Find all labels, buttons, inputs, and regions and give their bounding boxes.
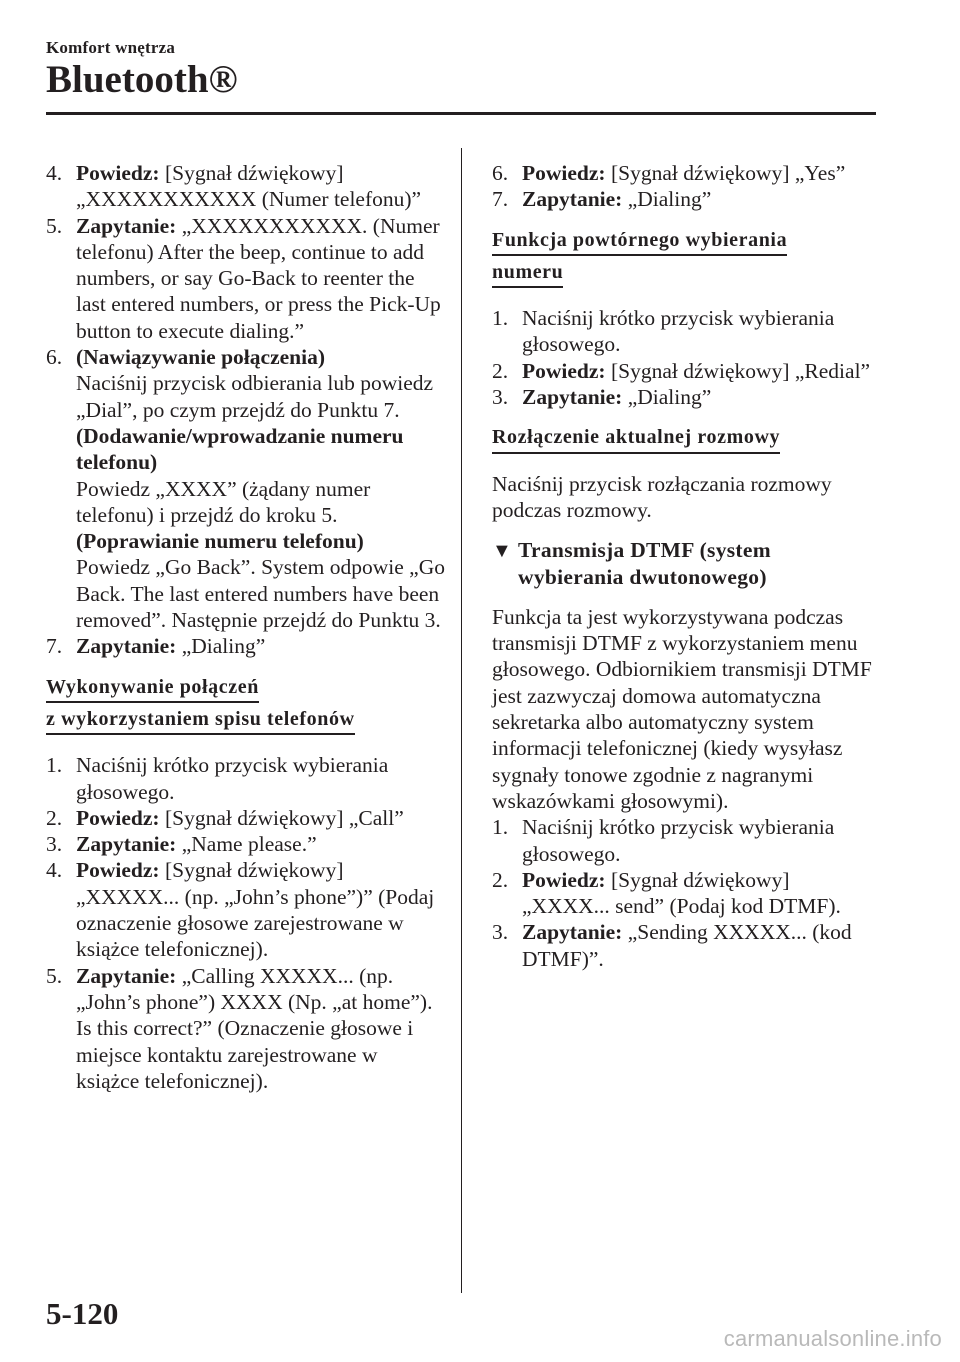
step-text	[522, 305, 877, 358]
page-title: Bluetooth®	[46, 58, 238, 101]
step-body: „Calling XXXXX... (np. „John’s phone”) XXXX (Np. „at home”). Is this correct?” (Oznaczenie głosowe i miejsce kontaktu zarejestrowane w książce telefonicznej).	[76, 963, 433, 1093]
step-item	[46, 963, 446, 1094]
step-text	[76, 160, 446, 213]
step-number: 4.	[46, 858, 63, 883]
step-body: „Sending XXXXX... (kod DTMF)”.	[522, 920, 852, 971]
dtmf-heading	[492, 537, 877, 590]
step-body: „Dialing”	[622, 187, 712, 212]
step-number: 1.	[492, 815, 509, 840]
step-label: Powiedz:	[522, 867, 606, 892]
step-body: [Sygnał dźwiękowy] „XXXXXXXXXXX (Numer telefonu)”	[76, 161, 422, 212]
step-label: Zapytanie:	[76, 634, 177, 659]
subsection-heading: Funkcja powtórnego wybierania numeru	[492, 227, 877, 292]
step-text	[76, 831, 446, 857]
step-text	[522, 919, 877, 972]
paragraph: Funkcja ta jest wykorzystywana podczas transmisji DTMF z wykorzystaniem menu głosowego. Odbiornikiem transmisji DTMF jest zazwyczaj domowa automatyczna sekretarka albo automatyczny system informacji telefonicznej (kiedy wysyłasz sygnały tonowe zgodnie z nagranymi wskazówkami głosowymi).	[492, 604, 872, 813]
header-rule	[46, 112, 876, 115]
step-body: [Sygnał dźwiękowy] „Call”	[159, 805, 404, 830]
step-number: 3.	[492, 385, 509, 410]
step-text	[522, 358, 877, 384]
dtmf-heading-line: Transmisja DTMF (system	[518, 538, 771, 563]
step-text	[522, 160, 877, 186]
step-item	[46, 831, 446, 857]
step-body: [Sygnał dźwiękowy] „XXXX... send” (Podaj kod DTMF).	[522, 867, 841, 919]
step-item	[492, 160, 877, 186]
step-body: „XXXXXXXXXXX. (Numer telefonu) After the beep, continue to add numbers, or say Go-Back to reenter the last entered numbers, or press the Pick-Up button to execute dialing.”	[76, 213, 441, 343]
step-number: 5.	[46, 963, 63, 988]
step-item	[46, 213, 446, 344]
step-text	[76, 857, 446, 962]
dtmf-heading-line: wybierania dwutonowego)	[518, 564, 767, 589]
step-number: 1.	[46, 753, 63, 778]
step-label: Powiedz:	[76, 161, 160, 185]
step-label: Zapytanie:	[76, 832, 177, 857]
step-number: 2.	[492, 867, 509, 892]
step-body: [Sygnał dźwiękowy] „XXXXX... (np. „John’s phone”)” (Podaj oznaczenie głosowe zarejestrowane w książce telefonicznej).	[76, 858, 435, 962]
substep-heading: (Nawiązywanie połączenia)	[76, 345, 326, 370]
step-number: 2.	[46, 805, 63, 830]
step-text	[76, 963, 446, 1094]
page-number: 5-120	[46, 1296, 119, 1331]
step-item	[492, 919, 877, 972]
subsection-heading: Wykonywanie połączeń z wykorzystaniem spisu telefonów	[46, 674, 446, 739]
step-number: 6.	[46, 345, 63, 370]
watermark: carmanualsonline.info	[723, 1326, 942, 1351]
step-body: [Sygnał dźwiękowy] „Redial”	[605, 358, 871, 383]
page-header	[46, 38, 876, 101]
step-item	[492, 384, 877, 410]
step-number: 1.	[492, 306, 509, 331]
step-text	[76, 633, 446, 659]
step-text	[76, 752, 446, 805]
step-text	[522, 384, 877, 410]
substep-text: Powiedz „XXXX” (żądany numer telefonu) i przejdź do kroku 5.	[76, 476, 371, 527]
substep-heading: (Dodawanie/wprowadzanie numeru telefonu)	[76, 423, 404, 475]
step-item	[46, 344, 446, 633]
step-number: 3.	[492, 920, 509, 945]
step-item	[46, 805, 446, 831]
step-number: 7.	[492, 187, 509, 212]
step-body: „Dialing”	[622, 385, 712, 410]
step-label: Powiedz:	[522, 161, 606, 185]
step-label: Zapytanie:	[76, 963, 177, 988]
step-body: „Dialing”	[176, 634, 266, 659]
step-text	[522, 867, 877, 920]
step-body: „Name please.”	[176, 832, 317, 857]
left-column	[46, 160, 446, 1094]
step-item	[492, 358, 877, 384]
step-label: Powiedz:	[76, 805, 160, 830]
step-item	[46, 752, 446, 805]
step-number: 7.	[46, 634, 63, 659]
step-text	[522, 814, 877, 867]
substep-heading: (Poprawianie numeru telefonu)	[76, 529, 364, 554]
step-label: Zapytanie:	[522, 920, 623, 945]
step-number: 5.	[46, 213, 63, 238]
step-number: 4.	[46, 161, 63, 185]
step-item	[46, 160, 446, 213]
triangle-bullet-icon: ▼	[492, 540, 513, 563]
step-item	[492, 814, 877, 867]
step-label: Powiedz:	[76, 858, 160, 883]
step-number: 3.	[46, 832, 63, 857]
step-text	[76, 805, 446, 831]
right-column	[492, 160, 877, 972]
step-body: Naciśnij krótko przycisk wybierania głosowego.	[522, 306, 835, 357]
substep-text: Naciśnij przycisk odbierania lub powiedz „Dial”, po czym przejdź do Punktu 7.	[76, 371, 434, 422]
step-body: [Sygnał dźwiękowy] „Yes”	[605, 161, 846, 185]
section-label: Komfort wnętrza	[46, 38, 176, 57]
step-label: Zapytanie:	[76, 213, 177, 238]
step-label: Zapytanie:	[522, 385, 623, 410]
step-label: Powiedz:	[522, 358, 606, 383]
step-text	[522, 186, 877, 212]
step-text	[76, 213, 446, 344]
step-item	[492, 186, 877, 212]
step-number: 6.	[492, 161, 509, 185]
step-item	[46, 857, 446, 962]
column-divider	[461, 148, 462, 1293]
step-body: Naciśnij krótko przycisk wybierania głosowego.	[76, 753, 389, 804]
step-body: Naciśnij krótko przycisk wybierania głosowego.	[522, 815, 835, 866]
step-item	[46, 633, 446, 659]
step-item	[492, 305, 877, 358]
step-label: Zapytanie:	[522, 187, 623, 212]
subsection-heading: Rozłączenie aktualnej rozmowy	[492, 424, 877, 456]
substep-text: Powiedz „Go Back”. System odpowie „Go Back. The last entered numbers have been removed”. Następnie przejdź do Punktu 3.	[76, 555, 446, 633]
paragraph: Naciśnij przycisk rozłączania rozmowy podczas rozmowy.	[492, 471, 832, 522]
step-item	[492, 867, 877, 920]
step-number: 2.	[492, 358, 509, 383]
step-text	[76, 344, 446, 633]
